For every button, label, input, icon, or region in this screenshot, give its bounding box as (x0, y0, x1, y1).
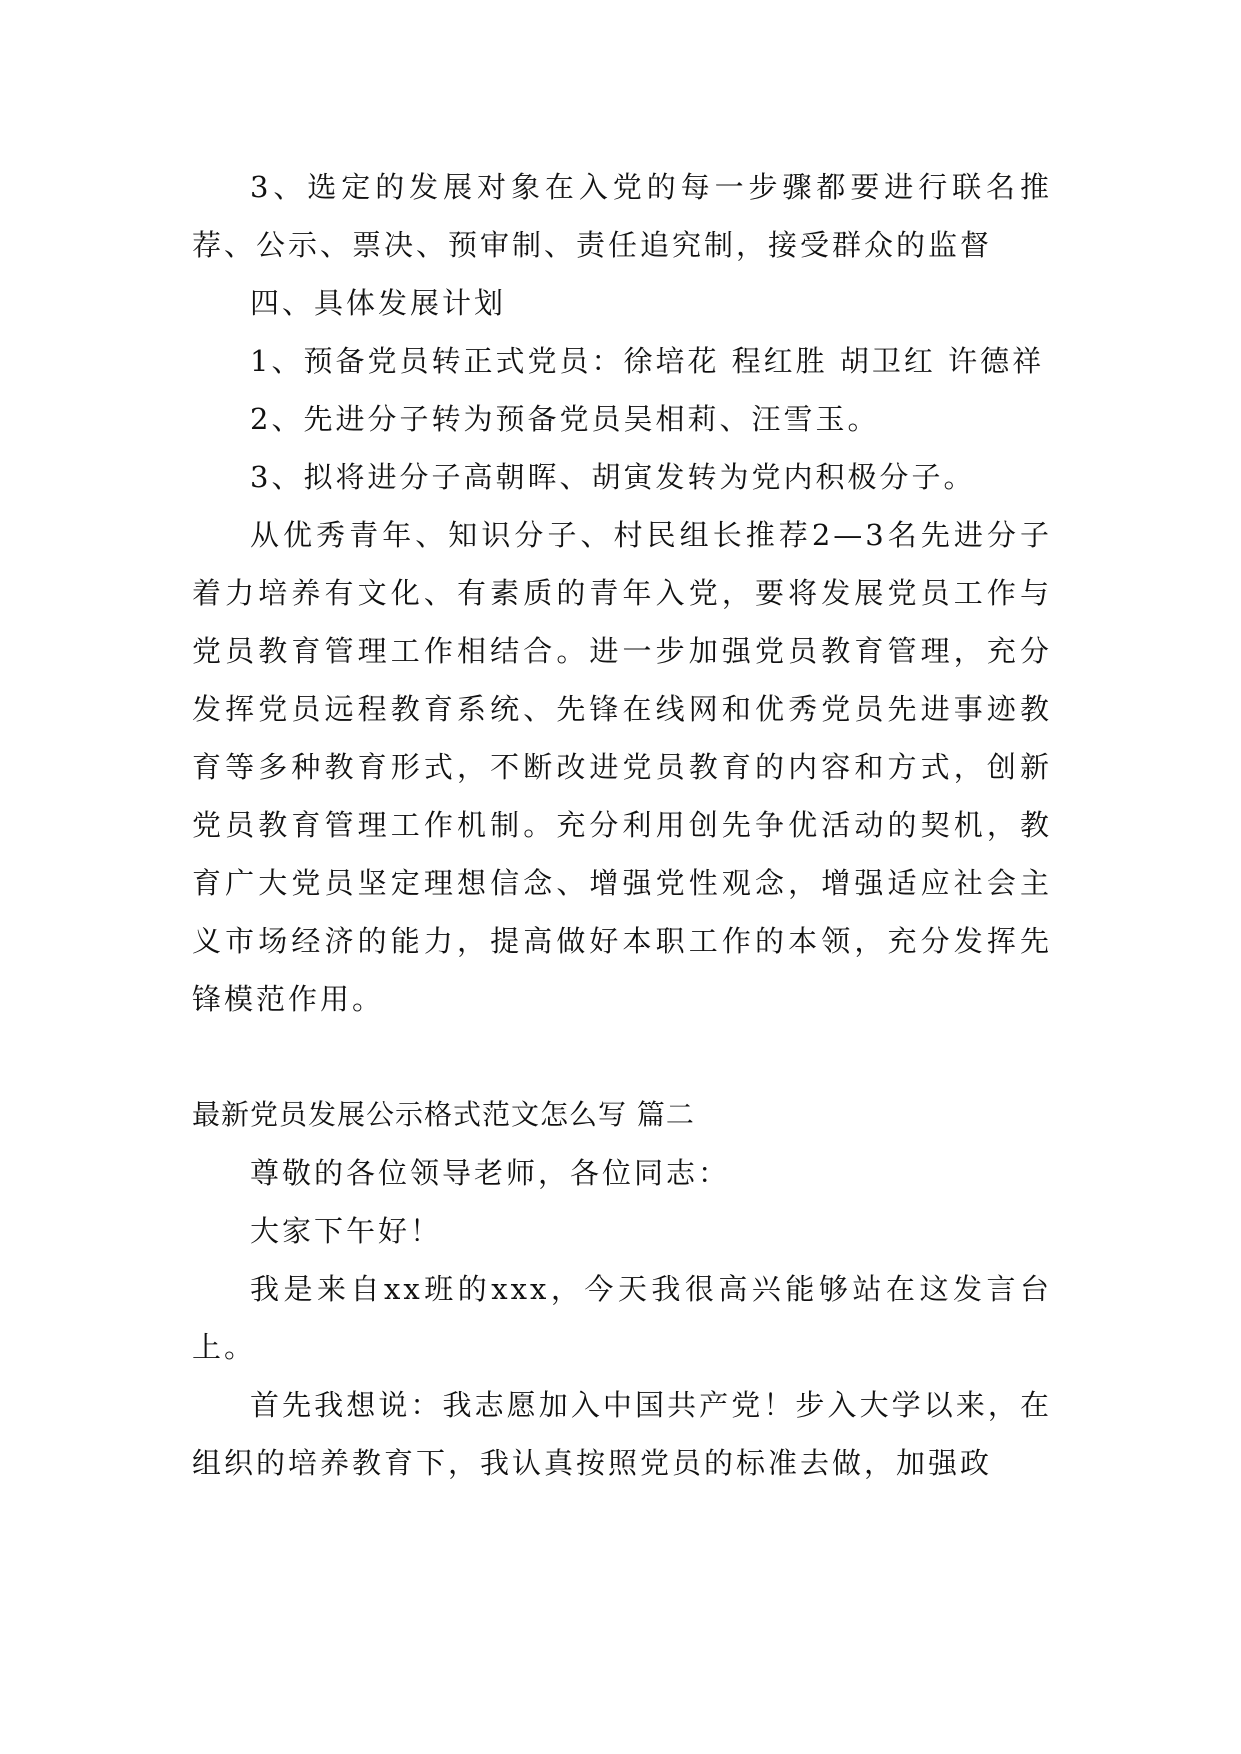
paragraph-self-intro: 我是来自xx班的xxx，今天我很高兴能够站在这发言台上。 (192, 1272, 1052, 1364)
document-page (192, 158, 1052, 1492)
paragraph-plan-item-2: 2、先进分子转为预备党员吴相莉、汪雪玉。 (250, 402, 880, 436)
paragraph-greeting: 尊敬的各位领导老师，各位同志： (250, 1156, 731, 1190)
paragraph-plan-item-3: 3、拟将进分子高朝晖、胡寅发转为党内积极分子。 (250, 460, 976, 494)
paragraph-good-afternoon: 大家下午好！ (250, 1214, 443, 1248)
paragraph-education: 从优秀青年、知识分子、村民组长推荐2—3名先进分子着力培养有文化、有素质的青年入党，要将发展党员工作与党员教育管理工作相结合。进一步加强党员教育管理，充分发挥党员远程教育系统、先锋在线网和优秀党员先进事迹教育等多种教育形式，不断改进党员教育的内容和方式，创新党员教育管理工作机制。充分利用创先争优活动的契机，教育广大党员坚定理想信念、增强党性观念，增强适应社会主义市场经济的能力，提高做好本职工作的本领，充分发挥先锋模范作用。 (192, 518, 1052, 1016)
section-title-plan: 四、具体发展计划 (250, 286, 507, 320)
paragraph-plan-item-1: 1、预备党员转正式党员：徐培花 程红胜 胡卫红 许德祥 (250, 344, 1045, 378)
paragraph-application: 首先我想说：我志愿加入中国共产党！步入大学以来，在组织的培养教育下，我认真按照党员的标准去做，加强政 (192, 1388, 1052, 1480)
paragraph-recommendation: 3、选定的发展对象在入党的每一步骤都要进行联名推荐、公示、票决、预审制、责任追究制，接受群众的监督 (192, 170, 1052, 262)
article-heading: 最新党员发展公示格式范文怎么写 篇二 (192, 1098, 695, 1131)
